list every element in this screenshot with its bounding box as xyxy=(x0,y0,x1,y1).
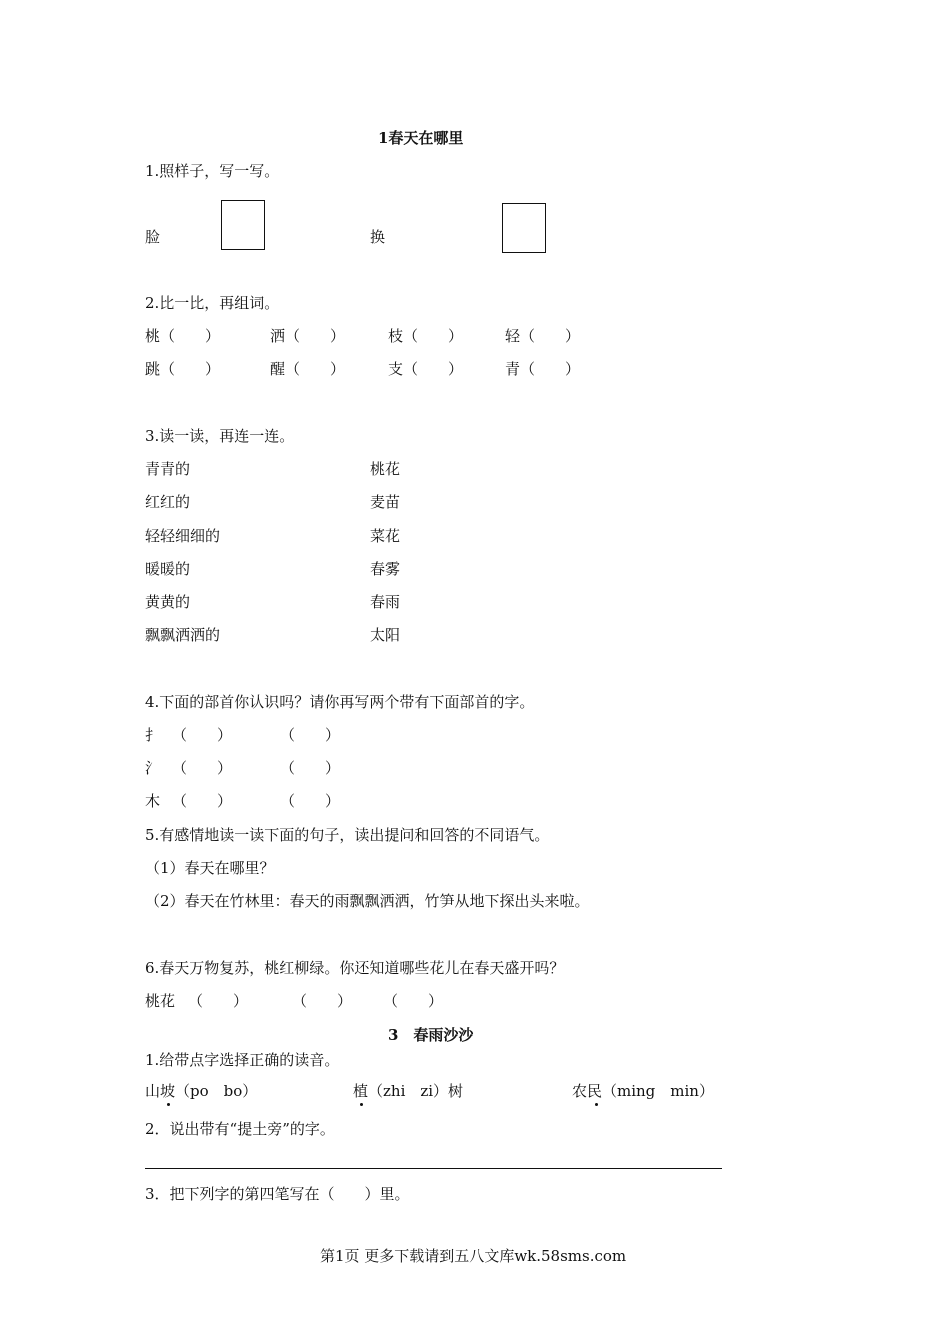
q2-row2-item: 跳（ ） xyxy=(145,360,221,378)
s3-q3-heading: 3．把下列字的第四笔写在（ ）里。 xyxy=(145,1185,410,1203)
q3-left-item: 飘飘洒洒的 xyxy=(145,626,221,644)
q3-right-item: 春雾 xyxy=(370,560,401,578)
answer-line xyxy=(145,1168,722,1169)
q3-right-item: 桃花 xyxy=(370,460,401,478)
q1-char-2: 换 xyxy=(370,228,386,246)
answer-box-2[interactable] xyxy=(502,203,546,253)
q4-blank: （ ） xyxy=(280,726,341,744)
q1-heading: 1.照样子，写一写。 xyxy=(145,162,280,180)
q2-row2-item: 支（ ） xyxy=(388,360,464,378)
s3-q2-heading: 2．说出带有“提土旁”的字。 xyxy=(145,1120,335,1138)
emphasis-dot xyxy=(360,1103,363,1106)
q4-blank: （ ） xyxy=(172,792,233,810)
s3-q1-item-1: 山坡（po bo） xyxy=(145,1082,258,1100)
q5-line-1: （1）春天在哪里？ xyxy=(145,859,275,877)
s3-q1-item-3: 农民（ming min） xyxy=(572,1082,714,1100)
q2-row1-item: 桃（ ） xyxy=(145,327,221,345)
q4-blank: （ ） xyxy=(280,759,341,777)
q3-heading: 3.读一读，再连一连。 xyxy=(145,427,295,445)
answer-box-1[interactable] xyxy=(221,200,265,250)
q3-right-item: 太阳 xyxy=(370,626,401,644)
q2-row2-item: 青（ ） xyxy=(505,360,581,378)
q3-left-item: 轻轻细细的 xyxy=(145,527,221,545)
q6-blank: （ ） xyxy=(188,992,249,1010)
q3-left-item: 暖暖的 xyxy=(145,560,191,578)
q5-line-2: （2）春天在竹林里：春天的雨飘飘洒洒，竹笋从地下探出头来啦。 xyxy=(145,892,590,910)
q4-blank: （ ） xyxy=(172,759,233,777)
q3-left-item: 青青的 xyxy=(145,460,191,478)
s3-q1-heading: 1.给带点字选择正确的读音。 xyxy=(145,1051,340,1069)
q3-left-item: 红红的 xyxy=(145,493,191,511)
q4-heading: 4.下面的部首你认识吗？请你再写两个带有下面部首的字。 xyxy=(145,693,535,711)
q2-row2-item: 醒（ ） xyxy=(270,360,346,378)
q4-radical: 扌 xyxy=(145,726,161,744)
q4-blank: （ ） xyxy=(280,792,341,810)
section-title-1: 1春天在哪里 xyxy=(378,129,464,147)
q1-char-1: 脸 xyxy=(145,228,161,246)
emphasis-dot xyxy=(595,1103,598,1106)
q3-right-item: 菜花 xyxy=(370,527,401,545)
emphasis-dot xyxy=(167,1103,170,1106)
q2-row1-item: 洒（ ） xyxy=(270,327,346,345)
q6-blank: （ ） xyxy=(292,992,353,1010)
q3-right-item: 春雨 xyxy=(370,593,401,611)
q2-heading: 2.比一比，再组词。 xyxy=(145,294,280,312)
q6-start: 桃花 xyxy=(145,992,176,1010)
q2-row1-item: 枝（ ） xyxy=(388,327,464,345)
q2-row1-item: 轻（ ） xyxy=(505,327,581,345)
page-footer: 第1页 更多下载请到五八文库wk.58sms.com xyxy=(320,1247,627,1265)
q4-blank: （ ） xyxy=(172,726,233,744)
q6-heading: 6.春天万物复苏，桃红柳绿。你还知道哪些花儿在春天盛开吗？ xyxy=(145,959,565,977)
section-title-3: 3 春雨沙沙 xyxy=(388,1026,474,1044)
q3-left-item: 黄黄的 xyxy=(145,593,191,611)
q4-radical: 氵 xyxy=(145,759,161,777)
q5-heading: 5.有感情地读一读下面的句子，读出提问和回答的不同语气。 xyxy=(145,826,550,844)
q4-radical: 木 xyxy=(145,792,161,810)
q3-right-item: 麦苗 xyxy=(370,493,401,511)
q6-blank: （ ） xyxy=(383,992,444,1010)
s3-q1-item-2: 植（zhi zi）树 xyxy=(353,1082,464,1100)
